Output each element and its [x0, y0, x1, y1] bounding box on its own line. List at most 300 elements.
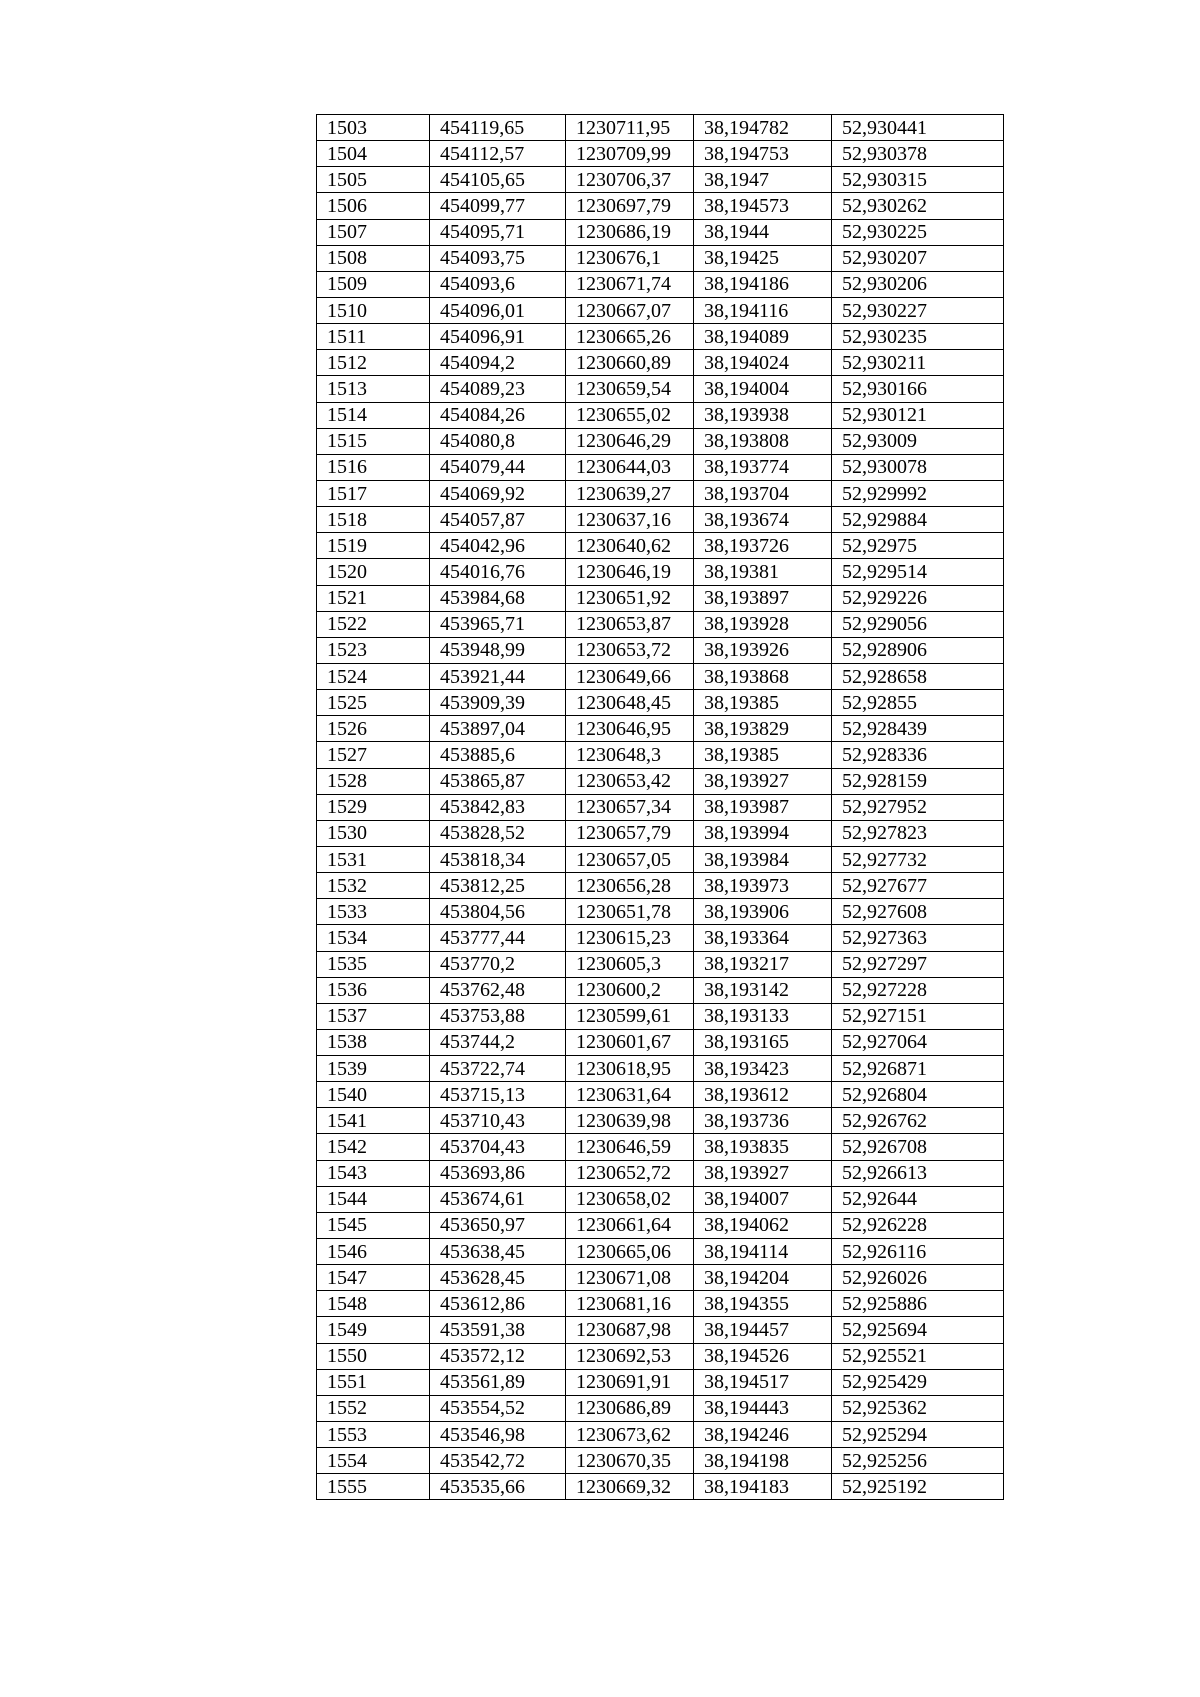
y-coordinate-cell: 1230667,07 [566, 297, 694, 323]
longitude-cell: 38,193938 [694, 402, 832, 428]
x-coordinate-cell: 453704,43 [430, 1134, 566, 1160]
latitude-cell: 52,926026 [832, 1265, 1004, 1291]
y-coordinate-cell: 1230640,62 [566, 533, 694, 559]
x-coordinate-cell: 454079,44 [430, 454, 566, 480]
point-number-cell: 1519 [317, 533, 430, 559]
y-coordinate-cell: 1230653,87 [566, 611, 694, 637]
y-coordinate-cell: 1230639,98 [566, 1108, 694, 1134]
longitude-cell: 38,194443 [694, 1395, 832, 1421]
latitude-cell: 52,926708 [832, 1134, 1004, 1160]
longitude-cell: 38,193868 [694, 663, 832, 689]
table-row [317, 1108, 1004, 1134]
point-number-cell: 1543 [317, 1160, 430, 1186]
y-coordinate-cell: 1230658,02 [566, 1186, 694, 1212]
longitude-cell: 38,193423 [694, 1056, 832, 1082]
x-coordinate-cell: 453722,74 [430, 1056, 566, 1082]
longitude-cell: 38,193829 [694, 716, 832, 742]
point-number-cell: 1514 [317, 402, 430, 428]
latitude-cell: 52,929992 [832, 480, 1004, 506]
latitude-cell: 52,930207 [832, 245, 1004, 271]
y-coordinate-cell: 1230659,54 [566, 376, 694, 402]
x-coordinate-cell: 453762,48 [430, 977, 566, 1003]
point-number-cell: 1513 [317, 376, 430, 402]
latitude-cell: 52,927228 [832, 977, 1004, 1003]
table-row [317, 1160, 1004, 1186]
x-coordinate-cell: 454119,65 [430, 115, 566, 141]
table-row [317, 480, 1004, 506]
y-coordinate-cell: 1230652,72 [566, 1160, 694, 1186]
x-coordinate-cell: 453628,45 [430, 1265, 566, 1291]
longitude-cell: 38,193927 [694, 1160, 832, 1186]
y-coordinate-cell: 1230670,35 [566, 1448, 694, 1474]
longitude-cell: 38,194186 [694, 271, 832, 297]
latitude-cell: 52,930262 [832, 193, 1004, 219]
y-coordinate-cell: 1230648,45 [566, 690, 694, 716]
longitude-cell: 38,194116 [694, 297, 832, 323]
latitude-cell: 52,930166 [832, 376, 1004, 402]
x-coordinate-cell: 453612,86 [430, 1291, 566, 1317]
coordinates-table-body [317, 115, 1004, 1500]
longitude-cell: 38,193165 [694, 1029, 832, 1055]
table-row [317, 1082, 1004, 1108]
table-row [317, 1239, 1004, 1265]
table-row [317, 977, 1004, 1003]
latitude-cell: 52,930078 [832, 454, 1004, 480]
longitude-cell: 38,194198 [694, 1448, 832, 1474]
longitude-cell: 38,194517 [694, 1369, 832, 1395]
longitude-cell: 38,193835 [694, 1134, 832, 1160]
longitude-cell: 38,194089 [694, 324, 832, 350]
y-coordinate-cell: 1230657,79 [566, 820, 694, 846]
table-row [317, 585, 1004, 611]
point-number-cell: 1520 [317, 559, 430, 585]
x-coordinate-cell: 454093,75 [430, 245, 566, 271]
x-coordinate-cell: 454095,71 [430, 219, 566, 245]
y-coordinate-cell: 1230600,2 [566, 977, 694, 1003]
point-number-cell: 1538 [317, 1029, 430, 1055]
point-number-cell: 1503 [317, 115, 430, 141]
point-number-cell: 1527 [317, 742, 430, 768]
x-coordinate-cell: 453885,6 [430, 742, 566, 768]
table-row [317, 245, 1004, 271]
longitude-cell: 38,193217 [694, 951, 832, 977]
table-row [317, 350, 1004, 376]
x-coordinate-cell: 453818,34 [430, 846, 566, 872]
point-number-cell: 1529 [317, 794, 430, 820]
table-row [317, 454, 1004, 480]
y-coordinate-cell: 1230646,29 [566, 428, 694, 454]
table-row [317, 663, 1004, 689]
y-coordinate-cell: 1230665,06 [566, 1239, 694, 1265]
latitude-cell: 52,930315 [832, 167, 1004, 193]
x-coordinate-cell: 453554,52 [430, 1395, 566, 1421]
x-coordinate-cell: 454105,65 [430, 167, 566, 193]
point-number-cell: 1526 [317, 716, 430, 742]
longitude-cell: 38,194457 [694, 1317, 832, 1343]
y-coordinate-cell: 1230673,62 [566, 1422, 694, 1448]
y-coordinate-cell: 1230661,64 [566, 1212, 694, 1238]
y-coordinate-cell: 1230692,53 [566, 1343, 694, 1369]
table-row [317, 899, 1004, 925]
x-coordinate-cell: 453542,72 [430, 1448, 566, 1474]
y-coordinate-cell: 1230655,02 [566, 402, 694, 428]
table-row [317, 1003, 1004, 1029]
y-coordinate-cell: 1230669,32 [566, 1474, 694, 1500]
latitude-cell: 52,925886 [832, 1291, 1004, 1317]
x-coordinate-cell: 453693,86 [430, 1160, 566, 1186]
x-coordinate-cell: 453572,12 [430, 1343, 566, 1369]
longitude-cell: 38,194753 [694, 141, 832, 167]
table-row [317, 271, 1004, 297]
x-coordinate-cell: 453921,44 [430, 663, 566, 689]
latitude-cell: 52,927608 [832, 899, 1004, 925]
latitude-cell: 52,928439 [832, 716, 1004, 742]
point-number-cell: 1505 [317, 167, 430, 193]
point-number-cell: 1506 [317, 193, 430, 219]
point-number-cell: 1541 [317, 1108, 430, 1134]
x-coordinate-cell: 453909,39 [430, 690, 566, 716]
y-coordinate-cell: 1230709,99 [566, 141, 694, 167]
x-coordinate-cell: 454084,26 [430, 402, 566, 428]
table-row [317, 297, 1004, 323]
x-coordinate-cell: 454099,77 [430, 193, 566, 219]
x-coordinate-cell: 454089,23 [430, 376, 566, 402]
latitude-cell: 52,928658 [832, 663, 1004, 689]
longitude-cell: 38,193808 [694, 428, 832, 454]
y-coordinate-cell: 1230656,28 [566, 873, 694, 899]
point-number-cell: 1551 [317, 1369, 430, 1395]
latitude-cell: 52,930378 [832, 141, 1004, 167]
y-coordinate-cell: 1230639,27 [566, 480, 694, 506]
longitude-cell: 38,193612 [694, 1082, 832, 1108]
point-number-cell: 1509 [317, 271, 430, 297]
x-coordinate-cell: 453638,45 [430, 1239, 566, 1265]
y-coordinate-cell: 1230711,95 [566, 115, 694, 141]
y-coordinate-cell: 1230646,95 [566, 716, 694, 742]
longitude-cell: 38,193994 [694, 820, 832, 846]
longitude-cell: 38,194782 [694, 115, 832, 141]
longitude-cell: 38,194007 [694, 1186, 832, 1212]
longitude-cell: 38,194114 [694, 1239, 832, 1265]
x-coordinate-cell: 453865,87 [430, 768, 566, 794]
table-row [317, 846, 1004, 872]
latitude-cell: 52,926228 [832, 1212, 1004, 1238]
latitude-cell: 52,927732 [832, 846, 1004, 872]
point-number-cell: 1522 [317, 611, 430, 637]
x-coordinate-cell: 454096,91 [430, 324, 566, 350]
table-row [317, 1186, 1004, 1212]
x-coordinate-cell: 453897,04 [430, 716, 566, 742]
table-row [317, 1212, 1004, 1238]
table-row [317, 925, 1004, 951]
y-coordinate-cell: 1230605,3 [566, 951, 694, 977]
point-number-cell: 1549 [317, 1317, 430, 1343]
latitude-cell: 52,927363 [832, 925, 1004, 951]
latitude-cell: 52,925429 [832, 1369, 1004, 1395]
y-coordinate-cell: 1230686,19 [566, 219, 694, 245]
point-number-cell: 1532 [317, 873, 430, 899]
table-row [317, 376, 1004, 402]
table-row [317, 428, 1004, 454]
x-coordinate-cell: 453710,43 [430, 1108, 566, 1134]
x-coordinate-cell: 453812,25 [430, 873, 566, 899]
longitude-cell: 38,19381 [694, 559, 832, 585]
x-coordinate-cell: 454057,87 [430, 507, 566, 533]
y-coordinate-cell: 1230651,92 [566, 585, 694, 611]
table-row [317, 820, 1004, 846]
y-coordinate-cell: 1230649,66 [566, 663, 694, 689]
point-number-cell: 1546 [317, 1239, 430, 1265]
point-number-cell: 1539 [317, 1056, 430, 1082]
latitude-cell: 52,930235 [832, 324, 1004, 350]
x-coordinate-cell: 454080,8 [430, 428, 566, 454]
latitude-cell: 52,930227 [832, 297, 1004, 323]
longitude-cell: 38,194573 [694, 193, 832, 219]
table-row [317, 167, 1004, 193]
x-coordinate-cell: 453984,68 [430, 585, 566, 611]
latitude-cell: 52,927952 [832, 794, 1004, 820]
longitude-cell: 38,193726 [694, 533, 832, 559]
x-coordinate-cell: 453770,2 [430, 951, 566, 977]
table-row [317, 402, 1004, 428]
longitude-cell: 38,194204 [694, 1265, 832, 1291]
latitude-cell: 52,92975 [832, 533, 1004, 559]
latitude-cell: 52,930206 [832, 271, 1004, 297]
table-row [317, 1317, 1004, 1343]
point-number-cell: 1534 [317, 925, 430, 951]
longitude-cell: 38,194355 [694, 1291, 832, 1317]
y-coordinate-cell: 1230691,91 [566, 1369, 694, 1395]
table-row [317, 1056, 1004, 1082]
table-row [317, 115, 1004, 141]
y-coordinate-cell: 1230637,16 [566, 507, 694, 533]
x-coordinate-cell: 454069,92 [430, 480, 566, 506]
x-coordinate-cell: 453965,71 [430, 611, 566, 637]
x-coordinate-cell: 454016,76 [430, 559, 566, 585]
table-row [317, 873, 1004, 899]
x-coordinate-cell: 453546,98 [430, 1422, 566, 1448]
x-coordinate-cell: 454093,6 [430, 271, 566, 297]
latitude-cell: 52,929514 [832, 559, 1004, 585]
longitude-cell: 38,193736 [694, 1108, 832, 1134]
table-row [317, 507, 1004, 533]
longitude-cell: 38,1944 [694, 219, 832, 245]
table-row [317, 1134, 1004, 1160]
x-coordinate-cell: 453715,13 [430, 1082, 566, 1108]
point-number-cell: 1525 [317, 690, 430, 716]
point-number-cell: 1553 [317, 1422, 430, 1448]
y-coordinate-cell: 1230657,05 [566, 846, 694, 872]
table-row [317, 559, 1004, 585]
y-coordinate-cell: 1230697,79 [566, 193, 694, 219]
point-number-cell: 1536 [317, 977, 430, 1003]
latitude-cell: 52,925294 [832, 1422, 1004, 1448]
table-row [317, 1029, 1004, 1055]
table-row [317, 1448, 1004, 1474]
table-row [317, 533, 1004, 559]
table-row [317, 742, 1004, 768]
y-coordinate-cell: 1230653,72 [566, 637, 694, 663]
y-coordinate-cell: 1230676,1 [566, 245, 694, 271]
point-number-cell: 1504 [317, 141, 430, 167]
x-coordinate-cell: 453753,88 [430, 1003, 566, 1029]
latitude-cell: 52,928906 [832, 637, 1004, 663]
latitude-cell: 52,926804 [832, 1082, 1004, 1108]
point-number-cell: 1547 [317, 1265, 430, 1291]
x-coordinate-cell: 453650,97 [430, 1212, 566, 1238]
point-number-cell: 1537 [317, 1003, 430, 1029]
point-number-cell: 1511 [317, 324, 430, 350]
longitude-cell: 38,193133 [694, 1003, 832, 1029]
y-coordinate-cell: 1230671,08 [566, 1265, 694, 1291]
x-coordinate-cell: 453535,66 [430, 1474, 566, 1500]
y-coordinate-cell: 1230599,61 [566, 1003, 694, 1029]
longitude-cell: 38,1947 [694, 167, 832, 193]
x-coordinate-cell: 453591,38 [430, 1317, 566, 1343]
table-row [317, 611, 1004, 637]
longitude-cell: 38,193928 [694, 611, 832, 637]
point-number-cell: 1515 [317, 428, 430, 454]
longitude-cell: 38,19425 [694, 245, 832, 271]
x-coordinate-cell: 453561,89 [430, 1369, 566, 1395]
y-coordinate-cell: 1230601,67 [566, 1029, 694, 1055]
y-coordinate-cell: 1230665,26 [566, 324, 694, 350]
y-coordinate-cell: 1230706,37 [566, 167, 694, 193]
table-row [317, 951, 1004, 977]
point-number-cell: 1545 [317, 1212, 430, 1238]
x-coordinate-cell: 454112,57 [430, 141, 566, 167]
point-number-cell: 1524 [317, 663, 430, 689]
latitude-cell: 52,930441 [832, 115, 1004, 141]
point-number-cell: 1531 [317, 846, 430, 872]
x-coordinate-cell: 454094,2 [430, 350, 566, 376]
longitude-cell: 38,193987 [694, 794, 832, 820]
longitude-cell: 38,193142 [694, 977, 832, 1003]
y-coordinate-cell: 1230615,23 [566, 925, 694, 951]
table-row [317, 324, 1004, 350]
latitude-cell: 52,927677 [832, 873, 1004, 899]
point-number-cell: 1530 [317, 820, 430, 846]
x-coordinate-cell: 454096,01 [430, 297, 566, 323]
y-coordinate-cell: 1230653,42 [566, 768, 694, 794]
longitude-cell: 38,19385 [694, 742, 832, 768]
y-coordinate-cell: 1230657,34 [566, 794, 694, 820]
point-number-cell: 1510 [317, 297, 430, 323]
point-number-cell: 1517 [317, 480, 430, 506]
point-number-cell: 1554 [317, 1448, 430, 1474]
latitude-cell: 52,925694 [832, 1317, 1004, 1343]
table-row [317, 637, 1004, 663]
x-coordinate-cell: 453842,83 [430, 794, 566, 820]
longitude-cell: 38,193984 [694, 846, 832, 872]
point-number-cell: 1540 [317, 1082, 430, 1108]
point-number-cell: 1548 [317, 1291, 430, 1317]
longitude-cell: 38,193674 [694, 507, 832, 533]
table-row [317, 1343, 1004, 1369]
x-coordinate-cell: 453744,2 [430, 1029, 566, 1055]
longitude-cell: 38,194183 [694, 1474, 832, 1500]
longitude-cell: 38,193364 [694, 925, 832, 951]
point-number-cell: 1507 [317, 219, 430, 245]
point-number-cell: 1544 [317, 1186, 430, 1212]
longitude-cell: 38,194246 [694, 1422, 832, 1448]
x-coordinate-cell: 453777,44 [430, 925, 566, 951]
latitude-cell: 52,930211 [832, 350, 1004, 376]
latitude-cell: 52,927151 [832, 1003, 1004, 1029]
longitude-cell: 38,193927 [694, 768, 832, 794]
table-row [317, 1291, 1004, 1317]
y-coordinate-cell: 1230681,16 [566, 1291, 694, 1317]
latitude-cell: 52,929056 [832, 611, 1004, 637]
x-coordinate-cell: 453828,52 [430, 820, 566, 846]
point-number-cell: 1508 [317, 245, 430, 271]
y-coordinate-cell: 1230648,3 [566, 742, 694, 768]
latitude-cell: 52,930225 [832, 219, 1004, 245]
x-coordinate-cell: 453674,61 [430, 1186, 566, 1212]
y-coordinate-cell: 1230686,89 [566, 1395, 694, 1421]
longitude-cell: 38,193973 [694, 873, 832, 899]
y-coordinate-cell: 1230660,89 [566, 350, 694, 376]
table-row [317, 716, 1004, 742]
table-row [317, 193, 1004, 219]
longitude-cell: 38,193906 [694, 899, 832, 925]
table-row [317, 1369, 1004, 1395]
longitude-cell: 38,194004 [694, 376, 832, 402]
longitude-cell: 38,193704 [694, 480, 832, 506]
longitude-cell: 38,193774 [694, 454, 832, 480]
latitude-cell: 52,925192 [832, 1474, 1004, 1500]
longitude-cell: 38,194024 [694, 350, 832, 376]
point-number-cell: 1528 [317, 768, 430, 794]
y-coordinate-cell: 1230651,78 [566, 899, 694, 925]
latitude-cell: 52,93009 [832, 428, 1004, 454]
latitude-cell: 52,92644 [832, 1186, 1004, 1212]
table-row [317, 1265, 1004, 1291]
table-row [317, 219, 1004, 245]
table-row [317, 1422, 1004, 1448]
longitude-cell: 38,193897 [694, 585, 832, 611]
table-row [317, 768, 1004, 794]
table-row [317, 1395, 1004, 1421]
point-number-cell: 1555 [317, 1474, 430, 1500]
latitude-cell: 52,92855 [832, 690, 1004, 716]
y-coordinate-cell: 1230687,98 [566, 1317, 694, 1343]
table-row [317, 690, 1004, 716]
latitude-cell: 52,930121 [832, 402, 1004, 428]
x-coordinate-cell: 453804,56 [430, 899, 566, 925]
latitude-cell: 52,929226 [832, 585, 1004, 611]
x-coordinate-cell: 453948,99 [430, 637, 566, 663]
point-number-cell: 1552 [317, 1395, 430, 1421]
latitude-cell: 52,926116 [832, 1239, 1004, 1265]
coordinates-table [316, 114, 1004, 1500]
longitude-cell: 38,19385 [694, 690, 832, 716]
point-number-cell: 1518 [317, 507, 430, 533]
y-coordinate-cell: 1230644,03 [566, 454, 694, 480]
latitude-cell: 52,926762 [832, 1108, 1004, 1134]
point-number-cell: 1521 [317, 585, 430, 611]
latitude-cell: 52,925521 [832, 1343, 1004, 1369]
point-number-cell: 1516 [317, 454, 430, 480]
longitude-cell: 38,193926 [694, 637, 832, 663]
table-row [317, 141, 1004, 167]
point-number-cell: 1512 [317, 350, 430, 376]
point-number-cell: 1523 [317, 637, 430, 663]
latitude-cell: 52,927297 [832, 951, 1004, 977]
latitude-cell: 52,929884 [832, 507, 1004, 533]
y-coordinate-cell: 1230671,74 [566, 271, 694, 297]
y-coordinate-cell: 1230646,19 [566, 559, 694, 585]
